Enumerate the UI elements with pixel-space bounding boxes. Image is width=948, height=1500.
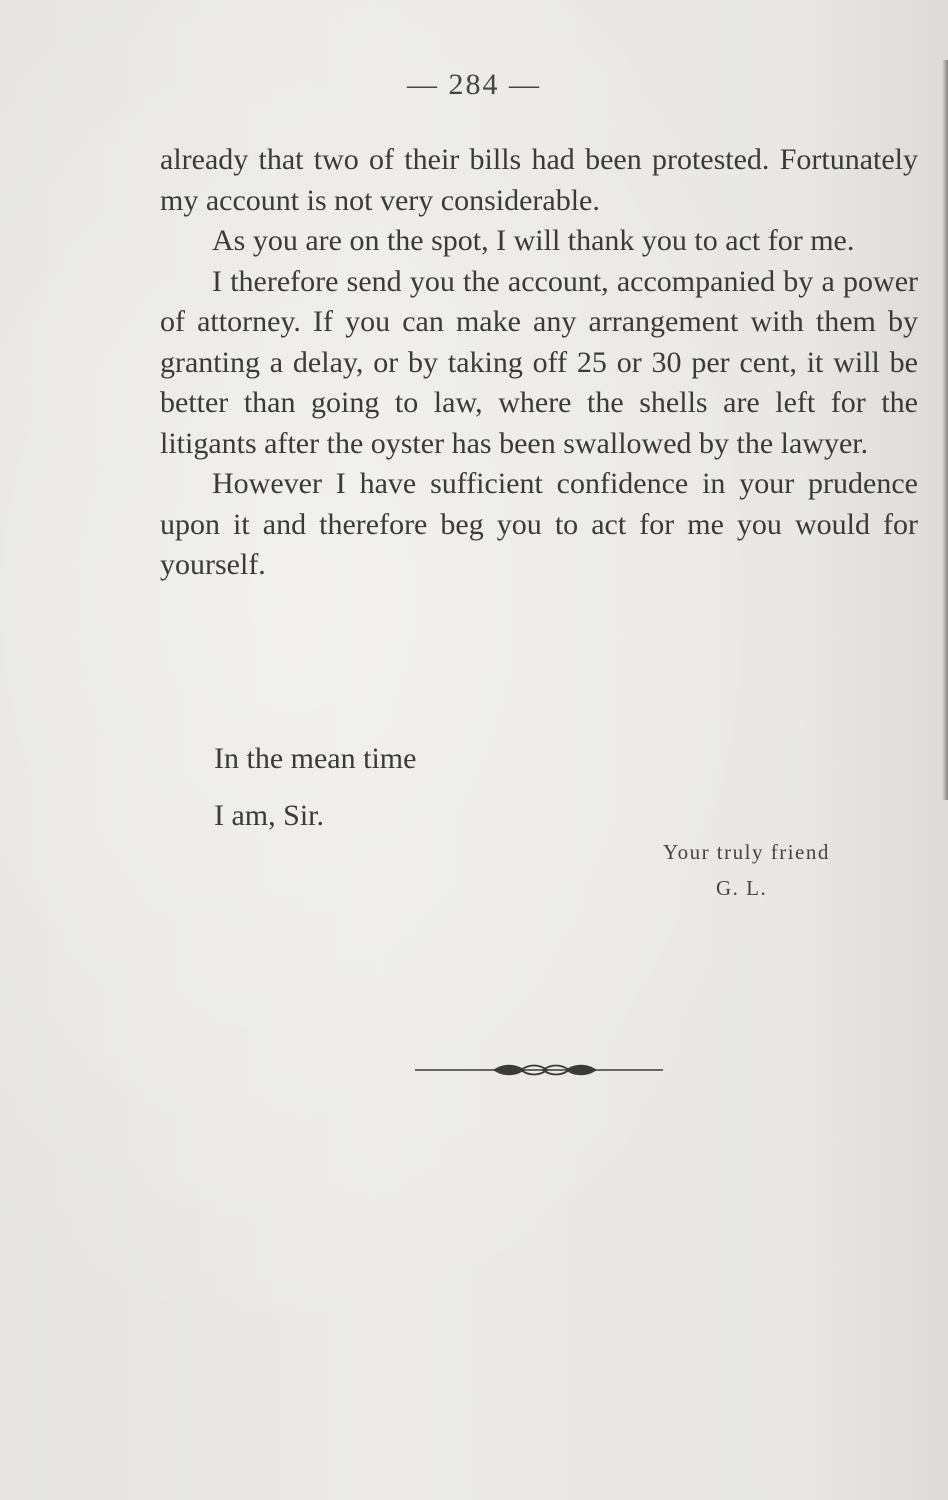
closing-line-salutation: I am, Sir. xyxy=(214,799,324,832)
paragraph-act-for-me: As you are on the spot, I will thank you to act for me. xyxy=(212,224,855,257)
binding-shadow xyxy=(942,60,948,800)
paragraph-continuation: already that two of their bills had been protested. Fortunately my account is not very considerable. xyxy=(160,143,918,217)
letter-body xyxy=(160,140,918,586)
paragraph-confidence: However I have sufficient confidence in your prudence upon it and therefore beg you to act for me you would for yourself. xyxy=(160,467,918,581)
signature-initials: G. L. xyxy=(716,876,768,900)
closing-line-mean-time: In the mean time xyxy=(214,742,417,775)
signature-valediction: Your truly friend xyxy=(663,840,830,864)
ornament-divider xyxy=(415,1060,663,1080)
paragraph-power-of-attorney: I therefore send you the account, accompanied by a power of attorney. If you can make any arrangement with them by granting a delay, or by taking off 25 or 30 per cent, it will be better than going to law, where the shells are left for the litigants after the oyster has been swallowed by the lawyer. xyxy=(160,264,918,460)
page-number: — 284 — xyxy=(407,68,541,101)
